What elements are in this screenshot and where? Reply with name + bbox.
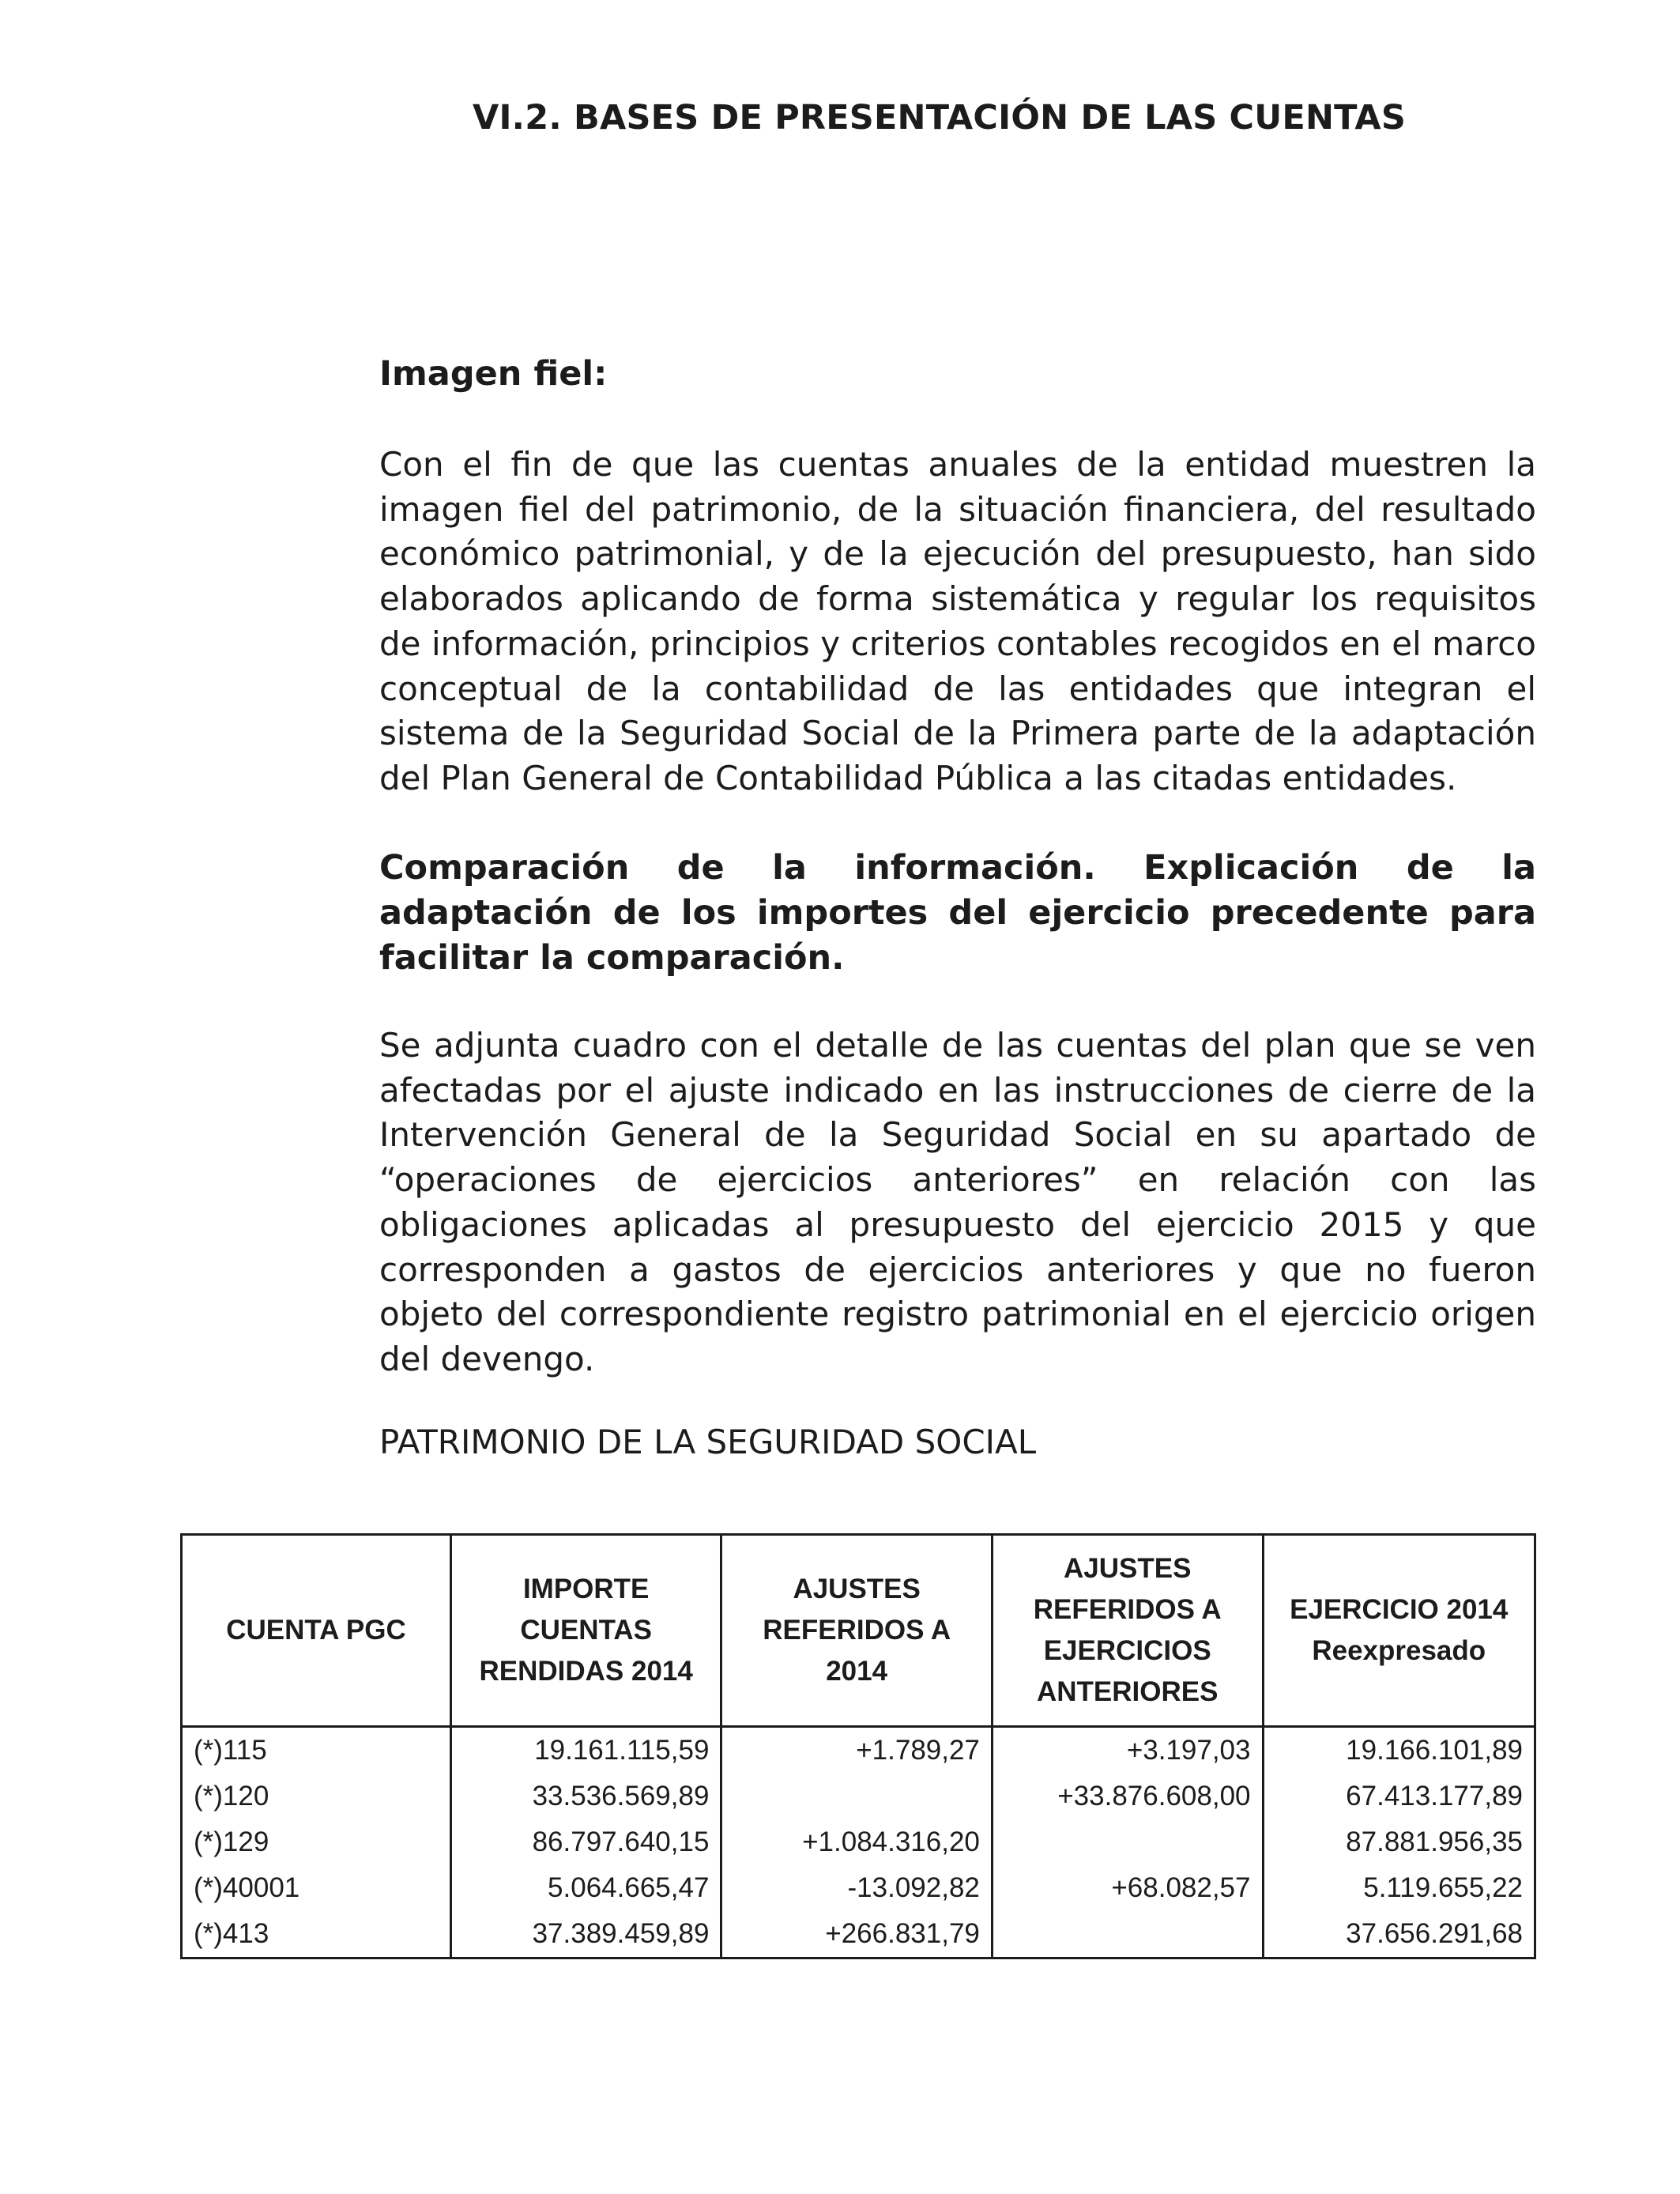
cell-ajustes-2014: -13.092,82 <box>721 1865 992 1911</box>
cell-ajustes-anteriores <box>992 1911 1263 1958</box>
cell-cuenta: (*)120 <box>182 1774 451 1819</box>
header-importe-cuentas: IMPORTE CUENTAS RENDIDAS 2014 <box>450 1535 721 1727</box>
cell-cuenta: (*)129 <box>182 1819 451 1865</box>
header-ejercicio-2014 <box>1263 1535 1535 1727</box>
paragraph-comparacion: Se adjunta cuadro con el detalle de las cuentas del plan que se ven afectadas por el ajuste indicado en las instrucciones de cierre de la Intervención General de la Seguridad Social en su apartado de “operaciones de ejercicios anteriores” en relación con las obligaciones aplicadas al presupuesto del ejercicio 2015 y que corresponden a gastos de ejercicios anteriores y que no fueron objeto del correspondiente registro patrimonial en el ejercicio origen del devengo. <box>379 1026 1536 1378</box>
cell-cuenta: (*)40001 <box>182 1865 451 1911</box>
section-heading-comparacion: Comparación de la información. Explicación de la adaptación de los importes del ejercicio precedente para facilitar la comparación. <box>379 848 1536 978</box>
cell-ejercicio-2014: 37.656.291,68 <box>1263 1911 1535 1958</box>
table-header-row <box>182 1535 1535 1727</box>
section-heading-imagen-fiel: Imagen fiel: <box>379 354 608 394</box>
table-row <box>182 1911 1535 1958</box>
cell-importe: 19.161.115,59 <box>450 1727 721 1774</box>
paragraph-imagen-fiel: Con el fin de que las cuentas anuales de la entidad muestren la imagen fiel del patrimonio, de la situación financiera, del resultado económico patrimonial, y de la ejecución del presupuesto, han sido elaborados aplicando de forma sistemática y regular los requisitos de información, principios y criterios contables recogidos en el marco conceptual de la contabilidad de las entidades que integran el sistema de la Seguridad Social de la Primera parte de la adaptación del Plan General de Contabilidad Pública a las citadas entidades. <box>379 445 1536 797</box>
header-cuenta-pgc: CUENTA PGC <box>182 1535 451 1727</box>
cell-ejercicio-2014: 87.881.956,35 <box>1263 1819 1535 1865</box>
cell-ajustes-2014: +266.831,79 <box>721 1911 992 1958</box>
cell-ajustes-anteriores: +3.197,03 <box>992 1727 1263 1774</box>
cell-cuenta: (*)413 <box>182 1911 451 1958</box>
table-row <box>182 1727 1535 1774</box>
cell-importe: 33.536.569,89 <box>450 1774 721 1819</box>
table-body <box>182 1727 1535 1958</box>
cell-cuenta: (*)115 <box>182 1727 451 1774</box>
cell-ejercicio-2014: 67.413.177,89 <box>1263 1774 1535 1819</box>
accounts-table <box>180 1533 1536 1959</box>
table-row <box>182 1865 1535 1911</box>
cell-importe: 86.797.640,15 <box>450 1819 721 1865</box>
cell-ajustes-2014: +1.084.316,20 <box>721 1819 992 1865</box>
table-caption: PATRIMONIO DE LA SEGURIDAD SOCIAL <box>379 1423 1037 1461</box>
cell-importe: 5.064.665,47 <box>450 1865 721 1911</box>
header-ajustes-anteriores: AJUSTES REFERIDOS A EJERCICIOS ANTERIORES <box>992 1535 1263 1727</box>
cell-ajustes-anteriores: +33.876.608,00 <box>992 1774 1263 1819</box>
table-row <box>182 1819 1535 1865</box>
cell-ejercicio-2014: 5.119.655,22 <box>1263 1865 1535 1911</box>
cell-ejercicio-2014: 19.166.101,89 <box>1263 1727 1535 1774</box>
cell-ajustes-anteriores <box>992 1819 1263 1865</box>
header-ejercicio-sublabel: Reexpresado <box>1312 1635 1486 1666</box>
cell-ajustes-2014 <box>721 1774 992 1819</box>
cell-ajustes-anteriores: +68.082,57 <box>992 1865 1263 1911</box>
header-ejercicio-label: EJERCICIO 2014 <box>1290 1594 1509 1625</box>
cell-ajustes-2014: +1.789,27 <box>721 1727 992 1774</box>
cell-importe: 37.389.459,89 <box>450 1911 721 1958</box>
page-title: VI.2. BASES DE PRESENTACIÓN DE LAS CUENTAS <box>473 98 1407 138</box>
table-row <box>182 1774 1535 1819</box>
header-ajustes-2014: AJUSTES REFERIDOS A 2014 <box>721 1535 992 1727</box>
